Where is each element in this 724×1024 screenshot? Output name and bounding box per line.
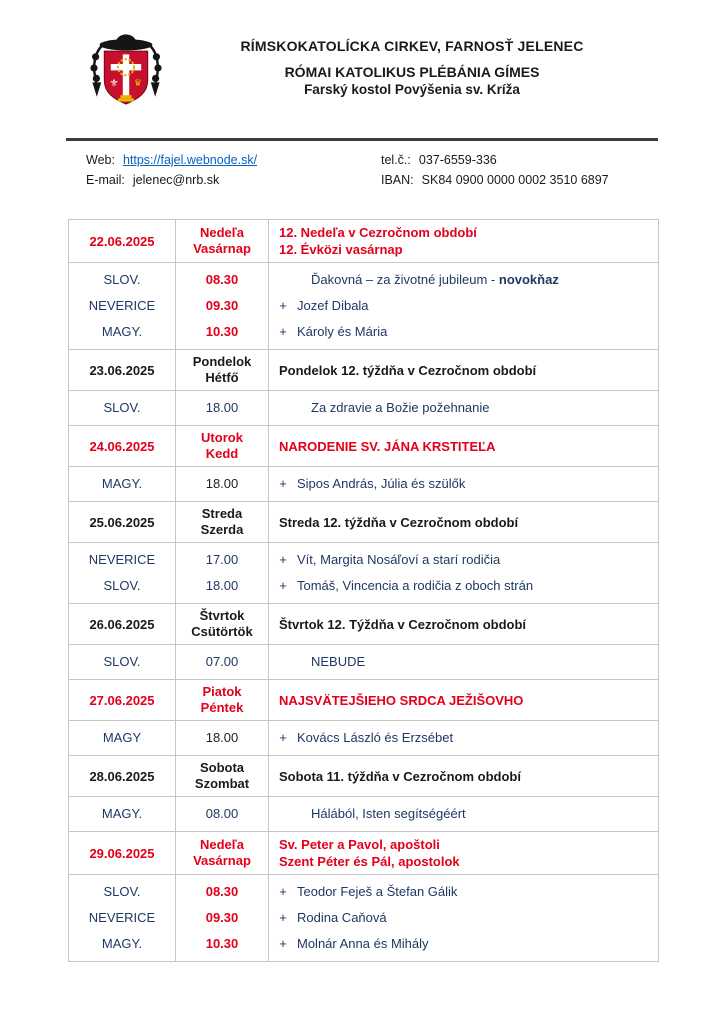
svg-text:⚜: ⚜ (109, 78, 119, 90)
parish-title-slovak: RÍMSKOKATOLÍCKA CIRKEV, FARNOSŤ JELENEC (240, 38, 584, 54)
day-header-row (69, 350, 659, 391)
feast-title-cell (269, 350, 659, 391)
time-cell (176, 263, 269, 350)
intention-text: Tomáš, Vincencia a rodičia z oboch strán (297, 578, 534, 593)
intention-cell (269, 721, 659, 756)
language-cell (69, 645, 176, 680)
email-value: jelenec@nrb.sk (132, 173, 220, 187)
day-name-line: Streda (201, 506, 243, 521)
mass-entries-row (69, 645, 659, 680)
website-link[interactable]: https://fajel.webnode.sk/ (122, 153, 258, 167)
day-name-line: Piatok (202, 684, 242, 699)
plus-sign: + (279, 552, 287, 567)
plus-sign: + (279, 298, 287, 313)
feast-title-cell (269, 832, 659, 875)
iban-label: IBAN: (381, 173, 414, 187)
day-header-row (69, 604, 659, 645)
date-cell: 24.06.2025 (69, 426, 176, 467)
document-header (0, 0, 724, 126)
intention-line (277, 267, 658, 293)
time-line: 09.30 (205, 910, 239, 925)
language-line: SLOV. (103, 400, 141, 415)
contact-left-column (86, 153, 381, 193)
language-line: MAGY. (101, 936, 143, 951)
intention-line (277, 319, 658, 345)
day-name-line: Vasárnap (193, 241, 251, 256)
feast-title-cell (269, 604, 659, 645)
web-label: Web: (86, 153, 115, 167)
intention-text: Károly és Mária (297, 324, 388, 339)
feast-title-cell (269, 220, 659, 263)
day-name-cell (176, 604, 269, 645)
feast-title-cell (269, 680, 659, 721)
day-name-line: Szombat (194, 776, 250, 791)
language-line: MAGY. (101, 806, 143, 821)
date-cell: 26.06.2025 (69, 604, 176, 645)
intention-line (277, 547, 658, 573)
feast-title-cell (269, 502, 659, 543)
language-cell (69, 721, 176, 756)
feast-title-line: 12. Évközi vasárnap (279, 242, 403, 257)
intention-line (277, 801, 658, 827)
intention-line (277, 879, 658, 905)
language-line: MAGY. (101, 324, 143, 339)
day-header-row (69, 680, 659, 721)
time-cell (176, 645, 269, 680)
schedule-table (68, 219, 659, 962)
day-name-line: Szerda (200, 522, 244, 537)
plus-sign: + (279, 578, 287, 593)
language-line: NEVERICE (88, 298, 156, 313)
date-cell: 22.06.2025 (69, 220, 176, 263)
intention-text: Teodor Feješ a Štefan Gálik (297, 884, 458, 899)
intention-line (277, 931, 658, 957)
day-header-row (69, 832, 659, 875)
time-cell (176, 797, 269, 832)
tel-value: 037-6559-336 (418, 153, 497, 167)
time-line: 18.00 (205, 476, 239, 491)
feast-title-cell (269, 426, 659, 467)
intention-text: Za zdravie a Božie požehnanie (311, 400, 490, 415)
time-cell (176, 543, 269, 604)
intention-text: Vít, Margita Nosáľoví a starí rodičia (297, 552, 501, 567)
time-cell (176, 391, 269, 426)
intention-text: Sipos András, Júlia és szülők (297, 476, 466, 491)
plus-sign: + (279, 324, 287, 339)
day-name-line: Pondelok (192, 354, 252, 369)
intention-text: Molnár Anna és Mihály (297, 936, 429, 951)
language-line: SLOV. (103, 578, 141, 593)
intention-text: Jozef Dibala (297, 298, 369, 313)
intention-line (277, 293, 658, 319)
day-name-line: Nedeľa (199, 837, 245, 852)
language-cell (69, 543, 176, 604)
mass-entries-row (69, 263, 659, 350)
day-header-row (69, 502, 659, 543)
time-cell (176, 467, 269, 502)
feast-title-line: 12. Nedeľa v Cezročnom období (279, 225, 477, 240)
mass-entries-row (69, 875, 659, 962)
intention-text: Rodina Caňová (297, 910, 387, 925)
intention-cell (269, 543, 659, 604)
tel-label: tel.č.: (381, 153, 411, 167)
feast-title-line: Sv. Peter a Pavol, apoštoli (279, 837, 440, 852)
feast-title-cell (269, 756, 659, 797)
mass-entries-row (69, 797, 659, 832)
day-name-cell (176, 426, 269, 467)
day-name-line: Csütörtök (191, 624, 253, 639)
intention-line (277, 395, 658, 421)
date-cell: 27.06.2025 (69, 680, 176, 721)
mass-entries-row (69, 721, 659, 756)
header-titles (166, 26, 658, 97)
intention-cell (269, 875, 659, 962)
intention-line (277, 573, 658, 599)
feast-title-line: Streda 12. týždňa v Cezročnom období (279, 514, 519, 530)
time-line: 08.30 (205, 272, 239, 287)
time-line: 18.00 (205, 578, 239, 593)
time-line: 17.00 (205, 552, 239, 567)
plus-sign: + (279, 884, 287, 899)
time-line: 18.00 (205, 400, 239, 415)
feast-title-line: NARODENIE SV. JÁNA KRSTITEĽA (279, 438, 496, 454)
email-label: E-mail: (86, 173, 125, 187)
time-line: 10.30 (205, 324, 239, 339)
date-cell: 28.06.2025 (69, 756, 176, 797)
language-line: NEVERICE (88, 910, 156, 925)
language-cell (69, 797, 176, 832)
language-cell (69, 467, 176, 502)
plus-sign: + (279, 936, 287, 951)
day-name-line: Utorok (201, 430, 243, 445)
day-header-row (69, 756, 659, 797)
feast-title-line: Štvrtok 12. Týždňa v Cezročnom období (279, 616, 527, 632)
parish-title-hungarian: RÓMAI KATOLIKUS PLÉBÁNIA GÍMES (284, 64, 540, 80)
church-subtitle: Farský kostol Povýšenia sv. Kríža (304, 82, 520, 97)
date-cell: 29.06.2025 (69, 832, 176, 875)
svg-text:♛: ♛ (134, 77, 142, 88)
day-name-line: Hétfő (205, 370, 239, 385)
language-line: SLOV. (103, 654, 141, 669)
plus-sign: + (279, 730, 287, 745)
language-line: NEVERICE (88, 552, 156, 567)
language-cell (69, 875, 176, 962)
schedule-table-body (69, 220, 659, 962)
intention-cell (269, 263, 659, 350)
intention-cell (269, 467, 659, 502)
day-name-cell (176, 832, 269, 875)
intention-text: NEBUDE (311, 654, 366, 669)
plus-sign: + (279, 910, 287, 925)
language-line: MAGY. (101, 476, 143, 491)
intention-line (277, 905, 658, 931)
contact-right-column (381, 153, 658, 193)
day-name-line: Vasárnap (193, 853, 251, 868)
day-name-cell (176, 680, 269, 721)
plus-sign: + (279, 476, 287, 491)
language-cell (69, 263, 176, 350)
intention-line (277, 471, 658, 497)
intention-text: Kovács László és Erzsébet (297, 730, 454, 745)
intention-text: Hálából, Isten segítségéért (311, 806, 466, 821)
mass-entries-row (69, 543, 659, 604)
parish-coat-of-arms-icon (86, 26, 166, 126)
day-name-cell (176, 502, 269, 543)
intention-line (277, 649, 658, 675)
mass-entries-row (69, 391, 659, 426)
language-line: MAGY (102, 730, 142, 745)
date-cell: 23.06.2025 (69, 350, 176, 391)
day-name-cell (176, 350, 269, 391)
language-line: SLOV. (103, 884, 141, 899)
time-cell (176, 721, 269, 756)
day-name-cell (176, 220, 269, 263)
day-name-line: Kedd (205, 446, 239, 461)
intention-line (277, 725, 658, 751)
time-line: 10.30 (205, 936, 239, 951)
day-header-row (69, 426, 659, 467)
day-name-line: Štvrtok (199, 608, 245, 623)
day-header-row (69, 220, 659, 263)
time-line: 07.00 (205, 654, 239, 669)
mass-entries-row (69, 467, 659, 502)
time-line: 08.30 (205, 884, 239, 899)
date-cell: 25.06.2025 (69, 502, 176, 543)
intention-cell (269, 645, 659, 680)
language-line: SLOV. (103, 272, 141, 287)
day-name-cell (176, 756, 269, 797)
intention-cell (269, 391, 659, 426)
day-name-line: Nedeľa (199, 225, 245, 240)
intention-cell (269, 797, 659, 832)
day-name-line: Péntek (200, 700, 244, 715)
feast-title-line: Sobota 11. týždňa v Cezročnom období (279, 768, 521, 784)
time-line: 18.00 (205, 730, 239, 745)
language-cell (69, 391, 176, 426)
time-line: 08.00 (205, 806, 239, 821)
iban-value: SK84 0900 0000 0002 3510 6897 (421, 173, 609, 187)
feast-title-line: Szent Péter és Pál, apostolok (279, 854, 460, 869)
intention-bold-text: novokňaz (498, 272, 559, 287)
time-cell (176, 875, 269, 962)
feast-title-line: NAJSVÄTEJŠIEHO SRDCA JEŽIŠOVHO (279, 692, 524, 708)
feast-title-line: Pondelok 12. týždňa v Cezročnom období (279, 362, 537, 378)
day-name-line: Sobota (199, 760, 245, 775)
time-line: 09.30 (205, 298, 239, 313)
contact-block (0, 141, 724, 193)
intention-text: Ďakovná – za životné jubileum - (311, 272, 499, 287)
